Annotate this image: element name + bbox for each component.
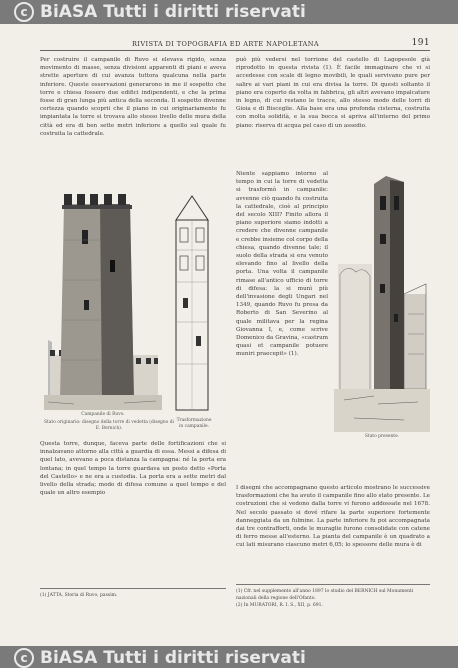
copyright-icon: c [14,2,34,22]
watermark-bottom [0,646,458,668]
caption-watchtower-description: Stato originario: disegno della torre di vedetta (disegno di E. Bernich). [44,420,174,431]
present-bell-tower-icon [334,174,430,432]
article-text-middle-column: Niente sappiamo intorno al tempo in cui la torre di vedetta si trasformò in campanile: avvenne ciò quando fu costruita la cattedrale, cioè al principio del secolo XIII? Finito allora il piano superiore siamo indotti a credere che divenne campanile e crebbe insieme col corpo della chiesa, quando divenne tale; il suolo della strada si era venuto elevando fino al livello della porta. Una volta il campanile rimase all'antico ufficio di torre di difesa: la si munì più dell'invasione degli Ungari nel 1349, quando Ruvo fu presa da Roberto di San Severino al quale militava per la regina Giovanna I, e, come scrive Domenico da Gravina, «castrum quasi et campanile potuere muniri praecepit» (1). [236,171,328,358]
page-number: 191 [411,38,430,48]
article-text-right-top: può più vedersi nel torrione del castello di Lagopesole già riprodotto in questa rivista (1). È facile immaginare che vi si accedesse con scale di legno movibili, le quali servivano pure per salire ai vari piani in cui era divisa la torre. Di questi soltanto il piano era coperto da volta in fabbrica, gli altri avevano impalcature in legno, di cui restano le tracce, allo stesso modo delle torri di Gioia e di Bisceglie. Alla base era una profonda cisterna, costruita con molta solidità, e la sua bocca si apriva all'interno del primo piano: riserva di acqua pel caso di un assedio. [236,57,430,129]
journal-title: RIVISTA DI TOPOGRAFIA ED ARTE NAPOLETANA [132,40,320,48]
caption-transformation-subtitle: in campanile. [179,424,209,429]
article-text-left-bottom: Questa torre, dunque, faceva parte delle fortificazioni che si innalzavano attorno alla città a guardia di essa. Messi a difesa di quel lato, avevano a poca distanza la campagna: né la porta era lontana; in quel tempo la torre guardava un posto detto «Porta del Castello» e ne era a custodia. La porta era a sette metri dal livello della strada; modo di difesa comune a quel tempo e del quale un altro esempio [40,441,226,497]
copyright-icon: c [14,648,34,668]
footnote-right-2: (2) In MURATORI, R. I. S., XII, p. 691. [236,603,323,608]
watchtower-illustration [44,190,162,410]
footnote-left: (1) JATTA, Storia di Ruvo, passim. [40,593,118,598]
running-header [40,36,430,51]
watermark-text: BiASA Tutti i diritti riservati [40,2,306,22]
article-text-left-top: Per costruire il campanile di Ruvo si elevava rigido, senza movimento di masse, senza divisioni apparenti di piani e aveva strette aperture di cui avanza tuttora qualcuna nella parte inferiore. Queste osservazioni generarono in me il sospetto che torre e chiesa fossero due edifici indipendenti, e che la prima fosse di gran lunga più antica della seconda. Il sospetto divenne certezza quando scoprii che il piano in cui originariamente fu impiantata la torre si trovava allo stesso livello delle mura della città ed era di ben sette metri inferiore a quello sul quale fu costruita la cattedrale. [40,57,226,137]
tower-drawing-icon [44,190,162,410]
present-state-illustration [334,174,430,432]
caption-watchtower-title: Campanile di Ruvo. [81,412,125,417]
caption-present-state: Stato presente. [364,434,400,439]
bell-tower-outline-icon [170,194,214,416]
watermark-text: BiASA Tutti i diritti riservati [40,648,306,668]
article-text-right-bottom: I disegni che accompagnano questo articolo mostrano le successive trasformazioni che ha avuto il campanile fino allo stato presente. Le costruzioni che si vedono dalla torre vi furono addossate nel 1678. Nel secolo passato si dové rifare la parte superiore fortemente danneggiata da un fulmine. La parte inferiore fu poi accompagnata dai tre contrafforti, onde le muraglie furono consolidate con catene di ferro messe all'esterno. La pianta del campanile è un quadrato a cui lati misurano ciascuno metri 6,05; lo spessore delle mura è di [236,485,430,549]
footnote-divider-right [236,584,430,585]
watermark-top [0,0,458,24]
caption-transformation-title: Trasformazione [176,418,212,423]
transformation-illustration [170,194,214,416]
footnote-divider-left [40,588,226,589]
footnote-right-1: (1) Cfr. nel supplemento all'anno 1897 lo studio del BERNICH sul Monumenti nazionali della regione dell'Ofanto. [236,589,414,601]
